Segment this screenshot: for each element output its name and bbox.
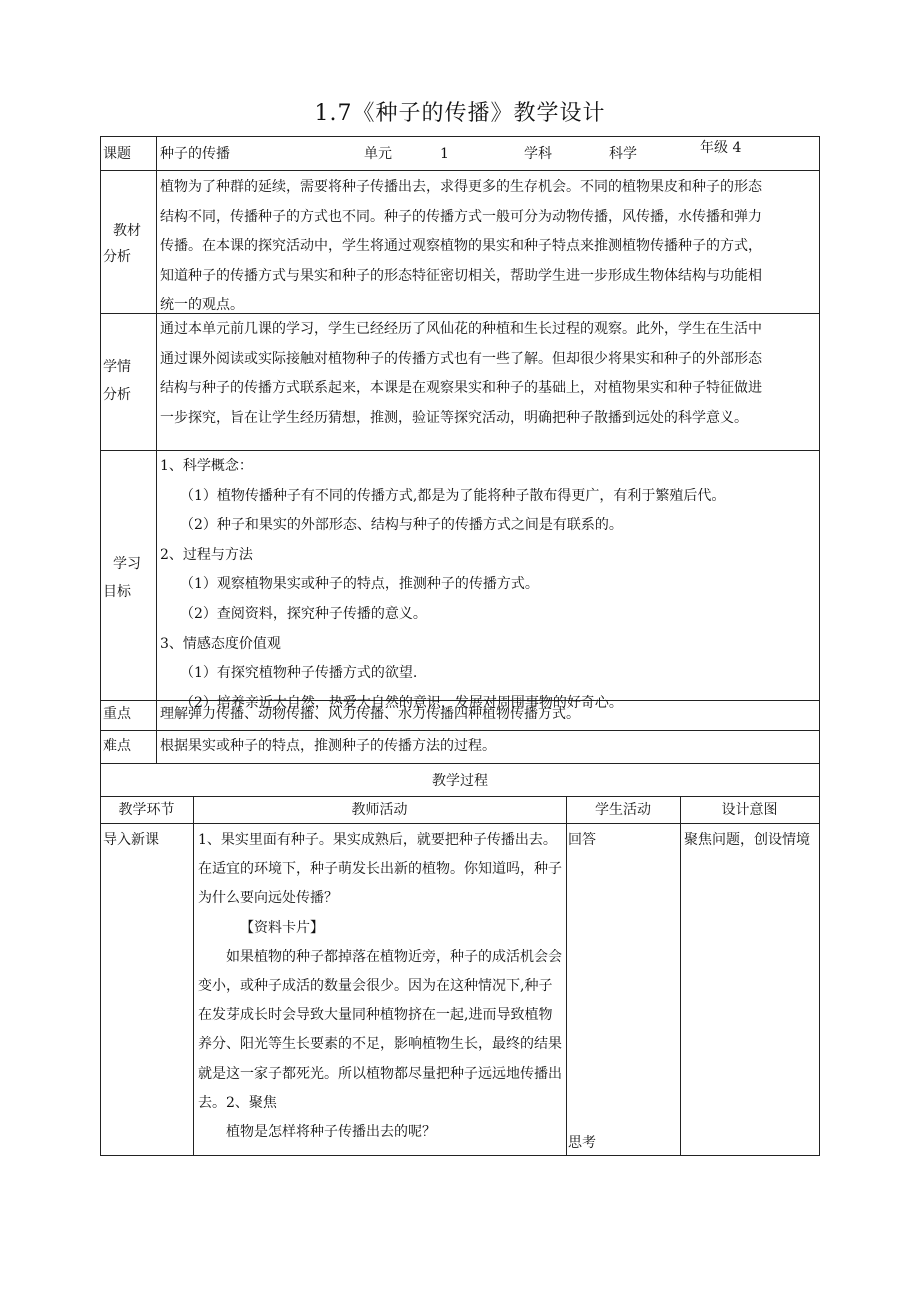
paragraph-line: 结构与种子的传播方式联系起来，本课是在观察果实和种子的基础上，对植物果实和种子特征做进: [160, 380, 762, 396]
subject-value: 科学: [609, 146, 637, 162]
column-divider: [566, 796, 567, 1156]
column-header-teacher: 教师活动: [351, 802, 408, 818]
row-divider: [100, 730, 820, 731]
learning-goals: [160, 452, 815, 711]
column-header-student: 学生活动: [595, 802, 651, 818]
goal-item: （1）观察植物果实或种子的特点，推测种子的传播方式。: [180, 576, 539, 593]
goal-heading: 2、过程与方法: [160, 546, 253, 563]
stage-cell: 导入新课: [103, 832, 159, 848]
column-header-stage: 教学环节: [118, 802, 175, 818]
unit-value: 1: [440, 146, 449, 162]
topic-value: 种子的传播: [160, 146, 230, 162]
paragraph-line: 传播。在本课的探究活动中，学生将通过观察植物的果实和种子特点来推测植物传播种子的方式，: [160, 238, 762, 254]
page-title: 1.7《种子的传播》教学设计: [314, 101, 606, 126]
design-intent-cell: [684, 826, 814, 855]
goal-item: （2）培养亲近大自然，热爱大自然的意识，发展对周围事物的好奇心。: [180, 694, 623, 711]
learner-label-line1: 学情: [103, 359, 131, 375]
learner-label-line2: 分析: [103, 387, 131, 403]
goal-heading: 1、科学概念：: [160, 458, 253, 474]
key-point-label: 重点: [103, 706, 131, 722]
teacher-paragraph: 如果植物的种子都掉落在植物近旁，种子的成活机会会变小，或种子成活的数量会很少。因为在这种情况下,种子在发芽成长时会导致大量同种植物挤在一起,进而导致植物养分、阳光等生长要素的不足，影响植物生长，最终的结果就是这一家子都死光。所以植物都尽量把种子远远地传播出去。2、聚焦: [198, 948, 562, 1111]
paragraph-line: 植物为了种群的延续，需要将种子传播出去，求得更多的生存机会。不同的植物果皮和种子的形态: [160, 179, 762, 195]
student-activity-think: 思考: [568, 1135, 596, 1151]
label-column-divider: [156, 136, 157, 764]
textbook-analysis-text: [160, 173, 762, 321]
paragraph-line: 知道种子的传播方式与果实和种子的形态特征密切相关，帮助学生进一步形成生物体结构与功能相: [160, 267, 762, 284]
teacher-paragraph: 1、果实里面有种子。果实成熟后，就要把种子传播出去。在适宜的环境下，种子萌发长出新的植物。你知道吗，种子为什么要向远处传播？: [198, 832, 562, 907]
paragraph-line: 统一的观点。: [160, 297, 244, 313]
difficulty-text: 根据果实或种子的特点，推测种子的传播方法的过程。: [160, 738, 496, 754]
paragraph-line: 结构不同，传播种子的方式也不同。种子的传播方式一般可分为动物传播，风传播，水传播和弹力: [160, 208, 762, 225]
goal-item: （1）植物传播种子有不同的传播方式,都是为了能将种子散布得更广，有利于繁殖后代。: [180, 487, 726, 504]
goal-heading: 3、情感态度价值观: [160, 635, 281, 652]
column-divider: [680, 796, 681, 1156]
goal-item: （2）查阅资料，探究种子传播的意义。: [180, 605, 427, 622]
goals-label-line1: 学习: [113, 556, 141, 572]
key-point-text: 理解弹力传播、动物传播、风力传播、水力传播四种植物传播方式。: [160, 706, 580, 722]
goal-item: （2）种子和果实的外部形态、结构与种子的传播方式之间是有联系的。: [180, 517, 623, 534]
column-header-intent: 设计意图: [721, 802, 778, 818]
row-divider: [100, 170, 820, 171]
textbook-label-line1: 教材: [113, 223, 141, 239]
paragraph-line: 通过课外阅读或实际接触对植物种子的传播方式也有一些了解。但却很少将果实和种子的外部形态: [160, 350, 762, 367]
unit-label: 单元: [364, 146, 392, 162]
paragraph-line: 通过本单元前几课的学习，学生已经经历了风仙花的种植和生长过程的观察。此外，学生在生活中: [160, 321, 762, 337]
process-heading: 教学过程: [432, 773, 488, 789]
teacher-paragraph: 植物是怎样将种子传播出去的呢？: [226, 1124, 436, 1141]
student-activity-answer: 回答: [568, 832, 596, 848]
table-border-left: [100, 136, 101, 1156]
column-divider: [193, 796, 194, 1156]
table-border-bottom: [100, 1155, 820, 1156]
row-divider: [100, 450, 820, 451]
subject-label: 学科: [524, 146, 552, 162]
textbook-label-line2: 分析: [103, 249, 131, 265]
learner-analysis-text: [160, 315, 762, 433]
difficulty-label: 难点: [103, 738, 131, 754]
goal-item: （1）有探究植物种子传播方式的欲望.: [180, 665, 418, 682]
grade-value: 年级 4: [700, 140, 742, 156]
row-divider: [100, 763, 820, 764]
topic-label: 课题: [103, 146, 131, 162]
teacher-activity-cell: [198, 826, 564, 1147]
data-card-heading: 【资料卡片】: [240, 919, 324, 936]
design-intent-text: 聚焦问题，创设情境: [684, 832, 810, 848]
table-border-right: [819, 136, 820, 1156]
paragraph-line: 一步探究，旨在让学生经历猜想，推测，验证等探究活动，明确把种子散播到远处的科学意义。: [160, 409, 748, 426]
goals-label-line2: 目标: [103, 584, 131, 600]
